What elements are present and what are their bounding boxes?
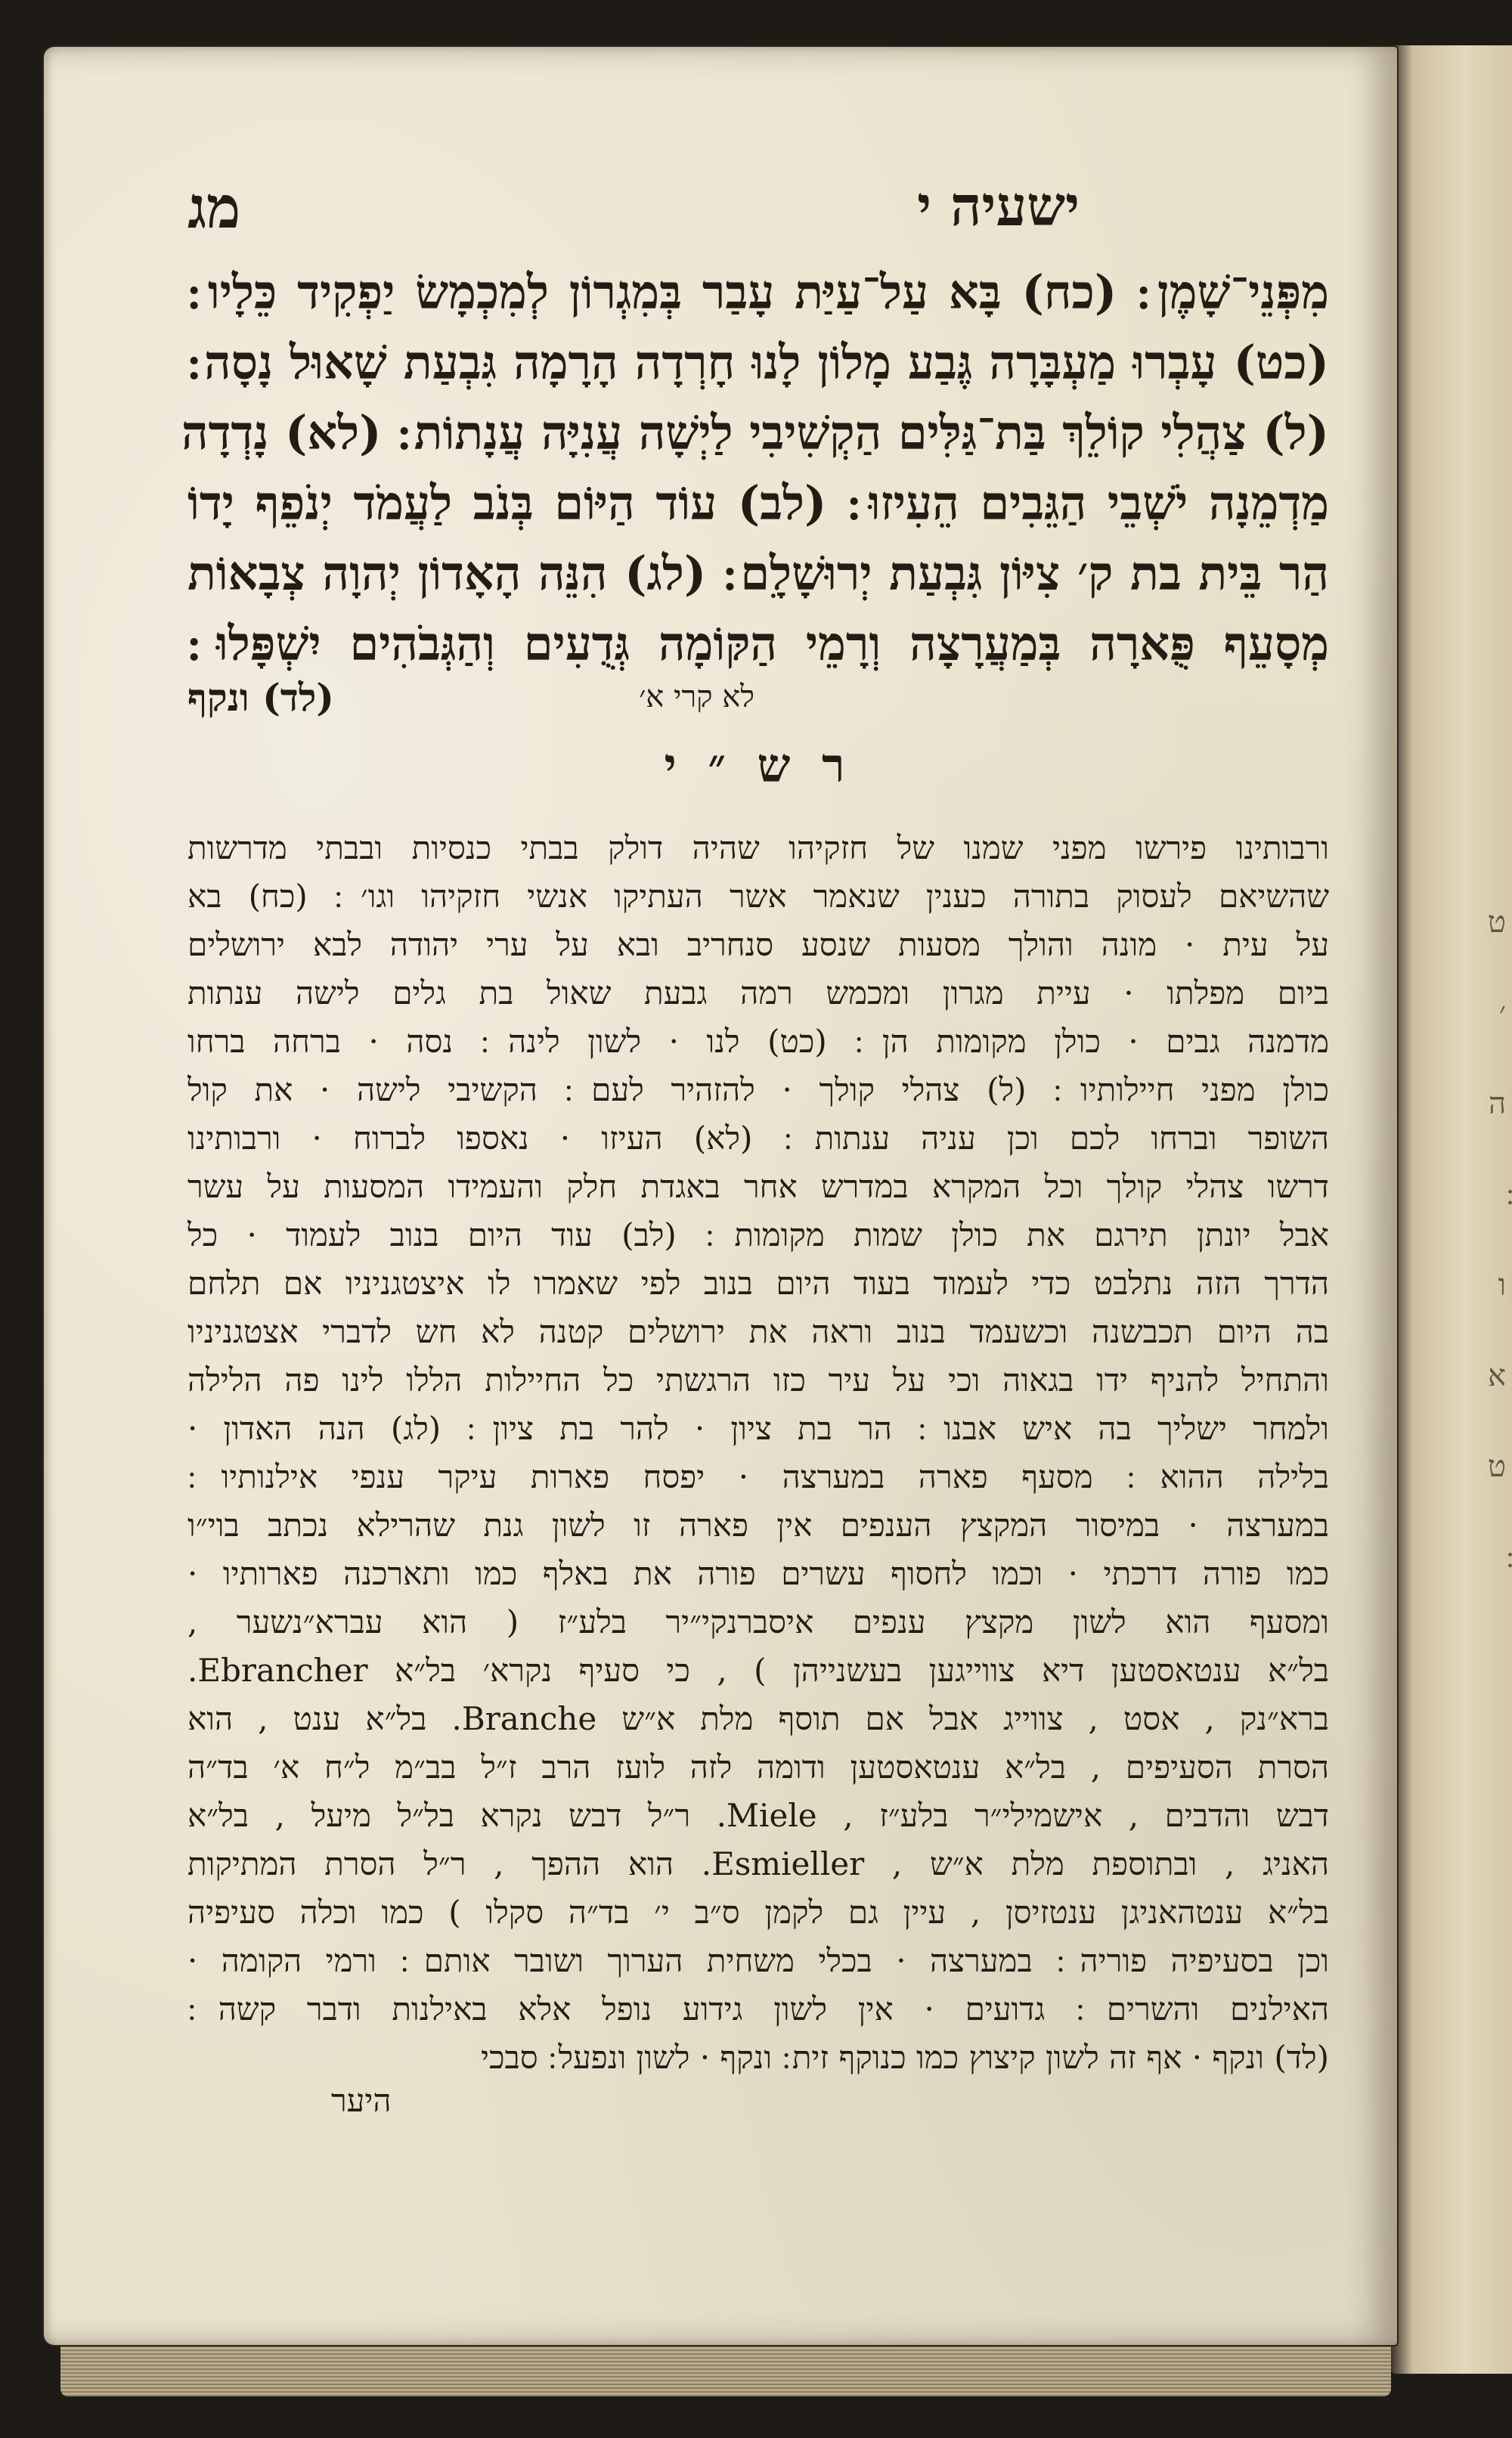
commentary-line: ולמחר ישליך בה איש אבנו ׃ הר בת ציון · להר בת ציון ׃ (לג) הנה האדון · — [187, 1410, 1329, 1447]
catchword: היער — [331, 2082, 392, 2119]
page-text-block — [181, 174, 1329, 2127]
commentary-line: במערצה · במיסור המקצץ הענפים אין פארה זו לשון גנת שהרילא נכתב בוי״ו — [187, 1507, 1329, 1544]
facing-page-fragment — [1461, 1512, 1506, 1603]
commentary-line: האניג , ובתוספת מלת א״ש , Esmieller. הוא ההפך , ר״ל הסרת המתיקות — [187, 1845, 1329, 1882]
facing-page-fragment: ו — [1498, 1268, 1506, 1303]
commentary-line: הסרת הסעיפים , בל״א ענטאסטען ודומה לזה לועז הרב ז״ל בב״מ ל״ח א׳ בד״ה — [187, 1749, 1329, 1786]
commentary-line: (לד) ונקף · אף זה לשון קיצוץ כמו כנוקף זית ׃ ונקף · לשון ונפעל ׃ סבכי — [480, 2039, 1329, 2076]
commentary-line: דבש והדבים , אישמילי״ר בלע״ז , Miele. ר״ל דבש נקרא בל״ל מיעל , בל״א — [187, 1797, 1329, 1834]
commentary-line: על עית · מונה והולך מסעות שנסע סנחריב ובא על ערי יהודה לבא ירושלים — [187, 926, 1329, 963]
commentary-line: דרשו צהלי קולך וכל המקרא במדרש אחר באגדת חלק והעמידו המסעות על עשר — [187, 1168, 1329, 1205]
verse-line: מְסָעֵף פֻּארָה בְּמַעֲרָצָה וְרָמֵי הַקּוֹמָה גְּדֻעִים וְהַגְּבֹהִים יִשְׁפָּלוּ ׃ — [187, 616, 1329, 671]
rashi-commentary — [187, 824, 1329, 2082]
commentary-line: ורבותינו פירשו מפני שמנו של חזקיהו שהיה דולק בבתי כנסיות ובבתי מדרשות — [187, 829, 1329, 866]
commentary-line: כולן מפני חיילותיו ׃ (ל) צהלי קולך · להזהיר לעם ׃ הקשיבי לישה · את קול — [187, 1071, 1329, 1108]
facing-page-edge — [1391, 45, 1512, 2374]
scripture-text — [181, 257, 1329, 679]
commentary-line: בה היום תכבשנה וכשעמד בנוב וראה את ירושלים קטנה לא חש לדברי אצטגניניו — [187, 1313, 1329, 1350]
verse-line: (ל) צַהֲלִי קוֹלֵךְ בַּת־גַּלִּים הַקְשִׁיבִי לַיְשָׁה עֲנִיָּה עֲנָתוֹת ׃ (לא) נָדְדָה — [181, 405, 1329, 460]
commentary-line: בל״א ענטאסטען דיא צווייגען בעשנייהן ) , כי סעיף נקרא׳ בל״א Ebrancher. — [187, 1652, 1329, 1689]
verse-line: (כט) עָבְרוּ מַעְבָּרָה גֶּבַע מָלוֹן לָנוּ חָרְדָה הָרָמָה גִּבְעַת שָׁאוּל נָסָה ׃ — [187, 335, 1329, 390]
commentary-line: והתחיל להניף ידו בגאוה וכי על עיר כזו הרגשתי כל החיילות הללו לינו פה הלילה — [187, 1362, 1329, 1399]
running-head: ישעיה י — [917, 174, 1080, 238]
rashi-heading: ר ש ״ י — [664, 738, 853, 793]
commentary-line: בלילה ההוא ׃ מסעף פארה במערצה · יפסח פארות עיקר ענפי אילנותיו ׃ — [187, 1458, 1329, 1495]
verse-line: הַר בֵּית בת ק׳ צִיּוֹן גִּבְעַת יְרוּשָׁלִָם ׃ (לג) הִנֵּה הָאָדוֹן יְהוָה צְבָאוֹת — [187, 546, 1329, 601]
facing-page-fragment: ה — [1488, 1086, 1506, 1121]
commentary-line: ביום מפלתו · עיית מגרון ומכמש רמה גבעת שאול בת גלים לישה ענתות — [187, 974, 1329, 1011]
verse-catchword: (לד) ונקף — [187, 675, 334, 720]
verse-line: מִפְּנֵי־שָׁמֶן ׃ (כח) בָּא עַל־עַיַּת עָבַר בְּמִגְרוֹן לְמִכְמָשׂ יַפְקִיד כֵּלָיו ׃ — [187, 265, 1329, 320]
commentary-line: ברא״נק , אסט , צווייג אבל אם תוסף מלת א״ש Branche. בל״א ענט , הוא — [187, 1700, 1329, 1737]
commentary-line: וכן בסעיפיה פוריה ׃ במערצה · בכלי משחית הערוך ושובר אותם ׃ ורמי הקומה · — [187, 1942, 1329, 1979]
verse-line: מַדְמֵנָה יֹשְׁבֵי הַגֵּבִים הֵעִיזוּ ׃ (לב) עוֹד הַיּוֹם בְּנֹב לַעֲמֹד יְנֹפֵף יָדוֹ — [187, 476, 1329, 531]
facing-page-fragment: ט — [1487, 905, 1506, 940]
commentary-line: אבל יונתן תירגם את כולן שמות מקומות ׃ (לב) עוד היום בנוב לעמוד · כל — [187, 1216, 1329, 1253]
catchword-row — [187, 2082, 1329, 2127]
commentary-line: האילנים והשרים ׃ גדועים · אין לשון גידוע נופל אלא באילנות ודבר קשה ׃ — [187, 1990, 1329, 2028]
page-header — [187, 174, 1329, 257]
commentary-line: מדמנה גבים · כולן מקומות הן ׃ (כט) לנו · לשון לינה ׃ נסה · ברחה ברחו — [187, 1023, 1329, 1060]
commentary-line: כמו פורה דרכתי · וכמו לחסוף עשרים פורה את באלף כמו ותארכנה פארותיו · — [187, 1555, 1329, 1592]
commentary-line: השופר וברחו לכם וכן עניה ענתות ׃ (לא) העיזו · נאספו לברוח · ורבותינו — [187, 1120, 1329, 1157]
facing-page-fragment: ט — [1487, 1449, 1506, 1484]
marginal-note: לא קרי א׳ — [639, 680, 754, 714]
commentary-line: בל״א ענטהאניגן ענטזיסן , עיין גם לקמן ס״ב י׳ בד״ה סקלו ) כמו וכלה סעיפיה — [187, 1894, 1329, 1931]
commentary-line: ומסעף הוא לשון מקצץ ענפים איסברנקי״יר בלע״ז ( הוא עברא״נשער , — [187, 1603, 1329, 1640]
page-number: מג — [187, 174, 241, 241]
facing-page-fragment: א — [1487, 1358, 1506, 1393]
facing-page-text-fragments — [1461, 877, 1506, 1603]
facing-page-fragment: ׳ — [1498, 996, 1506, 1030]
page-block-edge — [60, 2344, 1391, 2396]
facing-page-fragment — [1461, 1149, 1506, 1240]
commentary-line: שהשיאם לעסוק בתורה כענין שנאמר אשר העתיקו אנשי חזקיהו וגו׳ ׃ (כח) בא — [187, 878, 1329, 915]
marginal-row — [187, 675, 1329, 724]
commentary-line: הדרך הזה נתלבט כדי לעמוד בעוד היום בנוב לפי שאמרו לו איצטגניניו אם תלחם — [187, 1265, 1329, 1302]
